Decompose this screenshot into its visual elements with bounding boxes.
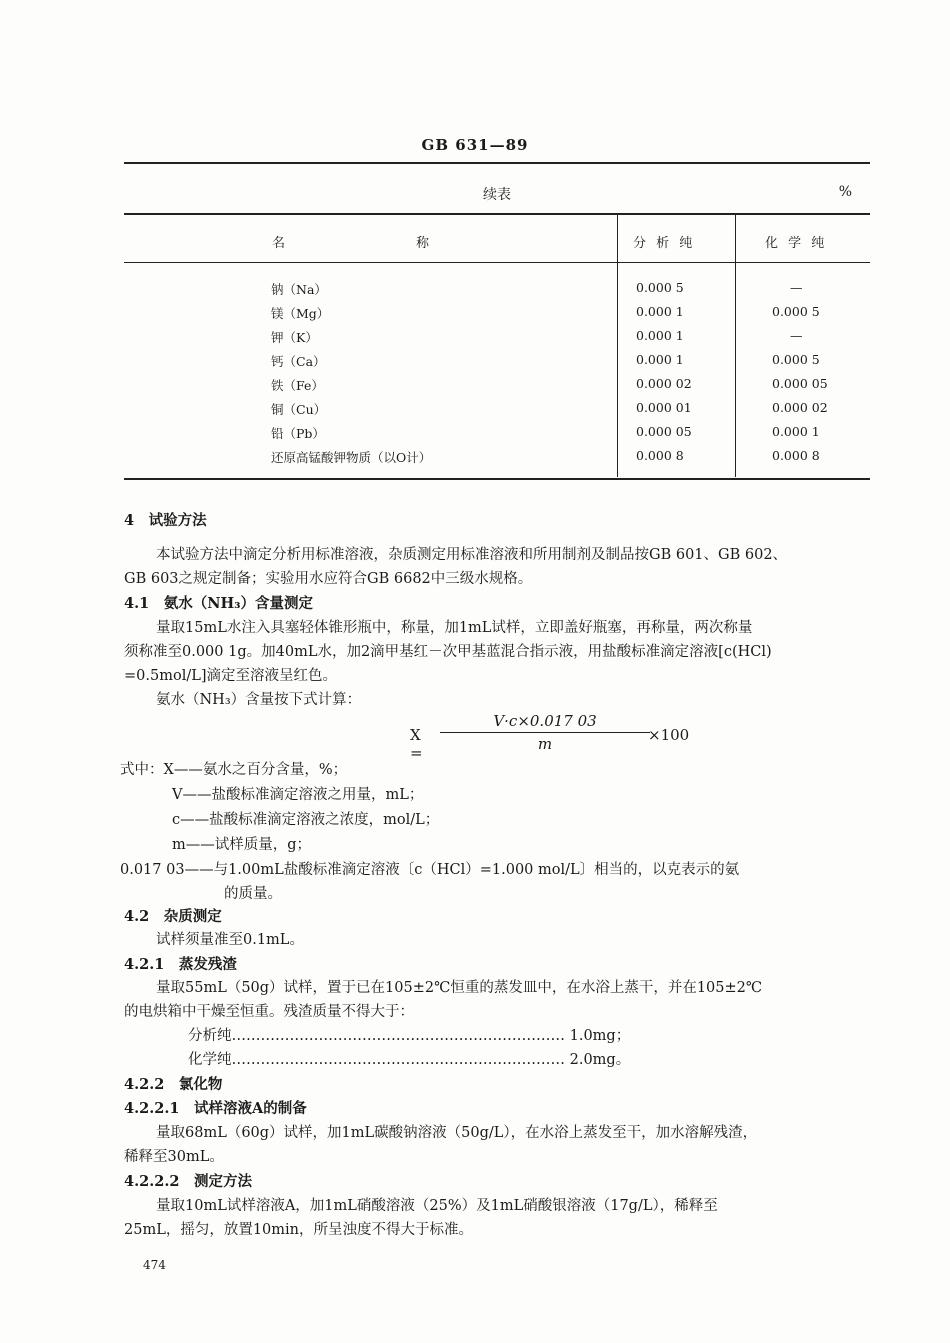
row-chemical: 0.000 1 (772, 424, 820, 439)
section-heading: 4.2.2.2 测定方法 (124, 1173, 253, 1190)
table-caption (124, 184, 870, 206)
section-heading: 4.2.2.1 试样溶液A的制备 (124, 1100, 307, 1117)
table-row (124, 280, 870, 304)
where-line: m——试样质量，g； (172, 837, 312, 853)
where-line: 的质量。 (224, 886, 282, 902)
row-analytical: 0.000 1 (636, 328, 684, 343)
row-name: 钙（Ca） (271, 354, 326, 369)
row-name: 还原高锰酸钾物质（以O计） (271, 450, 432, 465)
where-line: 0.017 03——与1.00mL盐酸标准滴定溶液〔c（HCl）=1.000 mol/L〕相当的，以克表示的氨 (120, 862, 740, 878)
table-row (124, 376, 870, 400)
row-analytical: 0.000 02 (636, 376, 692, 391)
paragraph-line: 本试验方法中滴定分析用标准溶液，杂质测定用标准溶液和所用制剂及制品按GB 601、GB 602、 (156, 547, 788, 563)
row-name: 铅（Pb） (271, 426, 325, 441)
row-analytical: 0.000 05 (636, 424, 692, 439)
paragraph-line: =0.5mol/L]滴定至溶液呈红色。 (124, 668, 337, 684)
row-chemical: 0.000 02 (772, 400, 828, 415)
row-analytical: 0.000 8 (636, 448, 684, 463)
where-line: V——盐酸标准滴定溶液之用量，mL； (172, 787, 424, 803)
row-name: 钾（K） (271, 330, 318, 345)
paragraph-line: 试样须量准至0.1mL。 (156, 932, 304, 948)
fraction-bar (440, 732, 650, 733)
table-row (124, 304, 870, 328)
table-row (124, 448, 870, 472)
row-analytical: 0.000 5 (636, 280, 684, 295)
formula-fraction (440, 712, 650, 753)
limit-line: 化学纯…………………………………………………………… 2.0mg。 (188, 1052, 631, 1068)
row-name: 钠（Na） (271, 282, 327, 297)
col-header-chemical: 化 学 纯 (765, 236, 828, 251)
row-chemical: — (790, 328, 803, 343)
row-analytical: 0.000 01 (636, 400, 692, 415)
table-row (124, 352, 870, 376)
formula-tail: ×100 (648, 726, 690, 744)
section-heading: 4.2.1 蒸发残渣 (124, 956, 237, 973)
col-header-name: 名 称 (272, 236, 433, 251)
table-row (124, 400, 870, 424)
paragraph-line: GB 603之规定制备；实验用水应符合GB 6682中三级水规格。 (124, 571, 533, 587)
paragraph-line: 稀释至30mL。 (124, 1149, 224, 1165)
section-heading: 4.1 氨水（NH₃）含量测定 (124, 595, 314, 612)
section-heading: 4.2 杂质测定 (124, 908, 222, 925)
row-name: 铁（Fe） (271, 378, 324, 393)
top-rule (124, 162, 870, 164)
row-name: 铜（Cu） (271, 402, 327, 417)
table-bottom-rule (124, 478, 870, 480)
row-chemical: 0.000 05 (772, 376, 828, 391)
table-row (124, 424, 870, 448)
table-continued-label: 续表 (483, 187, 511, 203)
page-number: 474 (143, 1258, 166, 1272)
formula-numerator: V·c×0.017 03 (493, 712, 597, 730)
row-name: 镁（Mg） (271, 306, 330, 321)
paragraph-line: 量取10mL试样溶液A，加1mL硝酸溶液（25%）及1mL硝酸银溶液（17g/L），稀释至 (156, 1198, 718, 1214)
row-chemical: 0.000 5 (772, 352, 820, 367)
paragraph-line: 须称准至0.000 1g。加40mL水，加2滴甲基红－次甲基蓝混合指示液，用盐酸标准滴定溶液[c(HCl) (124, 644, 772, 660)
limit-line: 分析纯…………………………………………………………… 1.0mg； (188, 1028, 631, 1044)
where-line: c——盐酸标准滴定溶液之浓度，mol/L； (172, 812, 440, 828)
paragraph-line: 量取68mL（60g）试样，加1mL碳酸钠溶液（50g/L），在水浴上蒸发至干，加水溶解残渣， (156, 1125, 758, 1141)
table-top-rule (124, 213, 870, 215)
paragraph-line: 量取55mL（50g）试样，置于已在105±2℃恒重的蒸发皿中，在水浴上蒸干，并在105±2℃ (156, 980, 763, 996)
row-chemical: 0.000 5 (772, 304, 820, 319)
formula-lhs: X = (410, 726, 423, 762)
formula-denominator: m (537, 735, 553, 753)
paragraph-line: 的电烘箱中干燥至恒重。残渣质量不得大于： (124, 1004, 414, 1020)
table-unit: % (838, 184, 852, 200)
col-header-analytical: 分 析 纯 (633, 236, 696, 251)
table-row (124, 328, 870, 352)
section-heading: 4 试验方法 (124, 512, 207, 529)
paragraph-line: 量取15mL水注入具塞轻体锥形瓶中，称量，加1mL试样，立即盖好瓶塞，再称量，两次称量 (156, 620, 753, 636)
row-chemical: 0.000 8 (772, 448, 820, 463)
table-header-rule (124, 262, 870, 263)
paragraph-line: 25mL，摇匀，放置10min，所呈浊度不得大于标准。 (124, 1222, 474, 1238)
section-heading: 4.2.2 氯化物 (124, 1076, 223, 1093)
row-chemical: — (790, 280, 803, 295)
standard-code: GB 631—89 (421, 136, 529, 154)
row-analytical: 0.000 1 (636, 352, 684, 367)
where-line: 式中：X——氨水之百分含量，%； (120, 762, 348, 778)
paragraph-line: 氨水（NH₃）含量按下式计算： (156, 692, 362, 708)
row-analytical: 0.000 1 (636, 304, 684, 319)
